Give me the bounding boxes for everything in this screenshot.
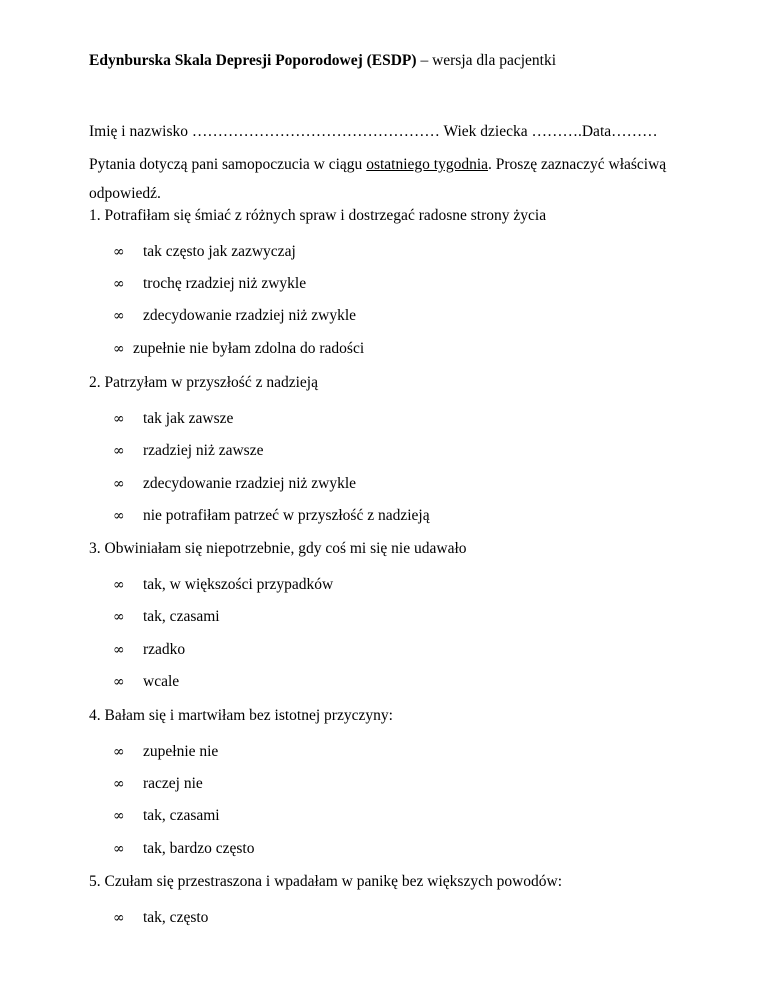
bullet-icon: ∞ <box>113 776 125 792</box>
question-2-option-1: ∞ tak jak zawsze <box>113 410 234 427</box>
intro-underlined: ostatniego tygodnia <box>366 156 489 173</box>
title-bold: Edynburska Skala Depresji Poporodowej (ESDP) <box>89 52 417 69</box>
bullet-icon: ∞ <box>113 308 125 324</box>
question-5-option-1: ∞ tak, często <box>113 909 209 926</box>
question-2-option-3: ∞ zdecydowanie rzadziej niż zwykle <box>113 475 357 492</box>
question-2-option-2: ∞ rzadziej niż zawsze <box>113 442 264 459</box>
bullet-icon: ∞ <box>113 674 125 690</box>
bullet-icon: ∞ <box>113 276 125 292</box>
bullet-icon: ∞ <box>113 476 125 492</box>
question-1-option-2: ∞ trochę rzadziej niż zwykle <box>113 275 307 292</box>
bullet-icon: ∞ <box>113 609 125 625</box>
bullet-icon: ∞ <box>113 577 125 593</box>
question-2-option-4: ∞ nie potrafiłam patrzeć w przyszłość z nadzieją <box>113 507 430 524</box>
question-4-option-1: ∞ zupełnie nie <box>113 743 219 760</box>
intro-after: . Proszę zaznaczyć właściwą odpowiedź. <box>89 156 667 202</box>
bullet-icon: ∞ <box>113 244 125 260</box>
question-4-option-3: ∞ tak, czasami <box>113 807 220 824</box>
question-3-option-1: ∞ tak, w większości przypadków <box>113 576 334 593</box>
question-1-option-1: ∞ tak często jak zazwyczaj <box>113 243 296 260</box>
bullet-icon: ∞ <box>113 744 125 760</box>
bullet-icon: ∞ <box>113 508 125 524</box>
bullet-icon: ∞ <box>113 910 125 926</box>
bullet-icon: ∞ <box>113 341 125 357</box>
question-5: 5. Czułam się przestraszona i wpadałam w panikę bez większych powodów: <box>89 873 563 890</box>
bullet-icon: ∞ <box>113 642 125 658</box>
bullet-icon: ∞ <box>113 443 125 459</box>
document-title <box>89 52 556 70</box>
instructions <box>89 150 689 208</box>
bullet-icon: ∞ <box>113 411 125 427</box>
question-3-option-4: ∞ wcale <box>113 673 180 690</box>
bullet-icon: ∞ <box>113 808 125 824</box>
question-1-option-3: ∞ zdecydowanie rzadziej niż zwykle <box>113 307 357 324</box>
question-4-option-2: ∞ raczej nie <box>113 775 203 792</box>
name-age-date-line: Imię i nazwisko ………………………………………… Wiek dziecka ……….Data……… <box>89 123 658 140</box>
question-3-option-3: ∞ rzadko <box>113 641 186 658</box>
question-2: 2. Patrzyłam w przyszłość z nadzieją <box>89 374 318 391</box>
question-1: 1. Potrafiłam się śmiać z różnych spraw i dostrzegać radosne strony życia <box>89 207 547 224</box>
intro-before: Pytania dotyczą pani samopoczucia w ciągu <box>89 156 367 173</box>
question-3-option-2: ∞ tak, czasami <box>113 608 220 625</box>
question-1-option-4: ∞ zupełnie nie byłam zdolna do radości <box>113 340 365 357</box>
question-3: 3. Obwiniałam się niepotrzebnie, gdy coś mi się nie udawało <box>89 540 467 557</box>
title-rest: – wersja dla pacjentki <box>416 52 557 69</box>
question-4: 4. Bałam się i martwiłam bez istotnej przyczyny: <box>89 707 393 724</box>
bullet-icon: ∞ <box>113 841 125 857</box>
question-4-option-4: ∞ tak, bardzo często <box>113 840 255 857</box>
